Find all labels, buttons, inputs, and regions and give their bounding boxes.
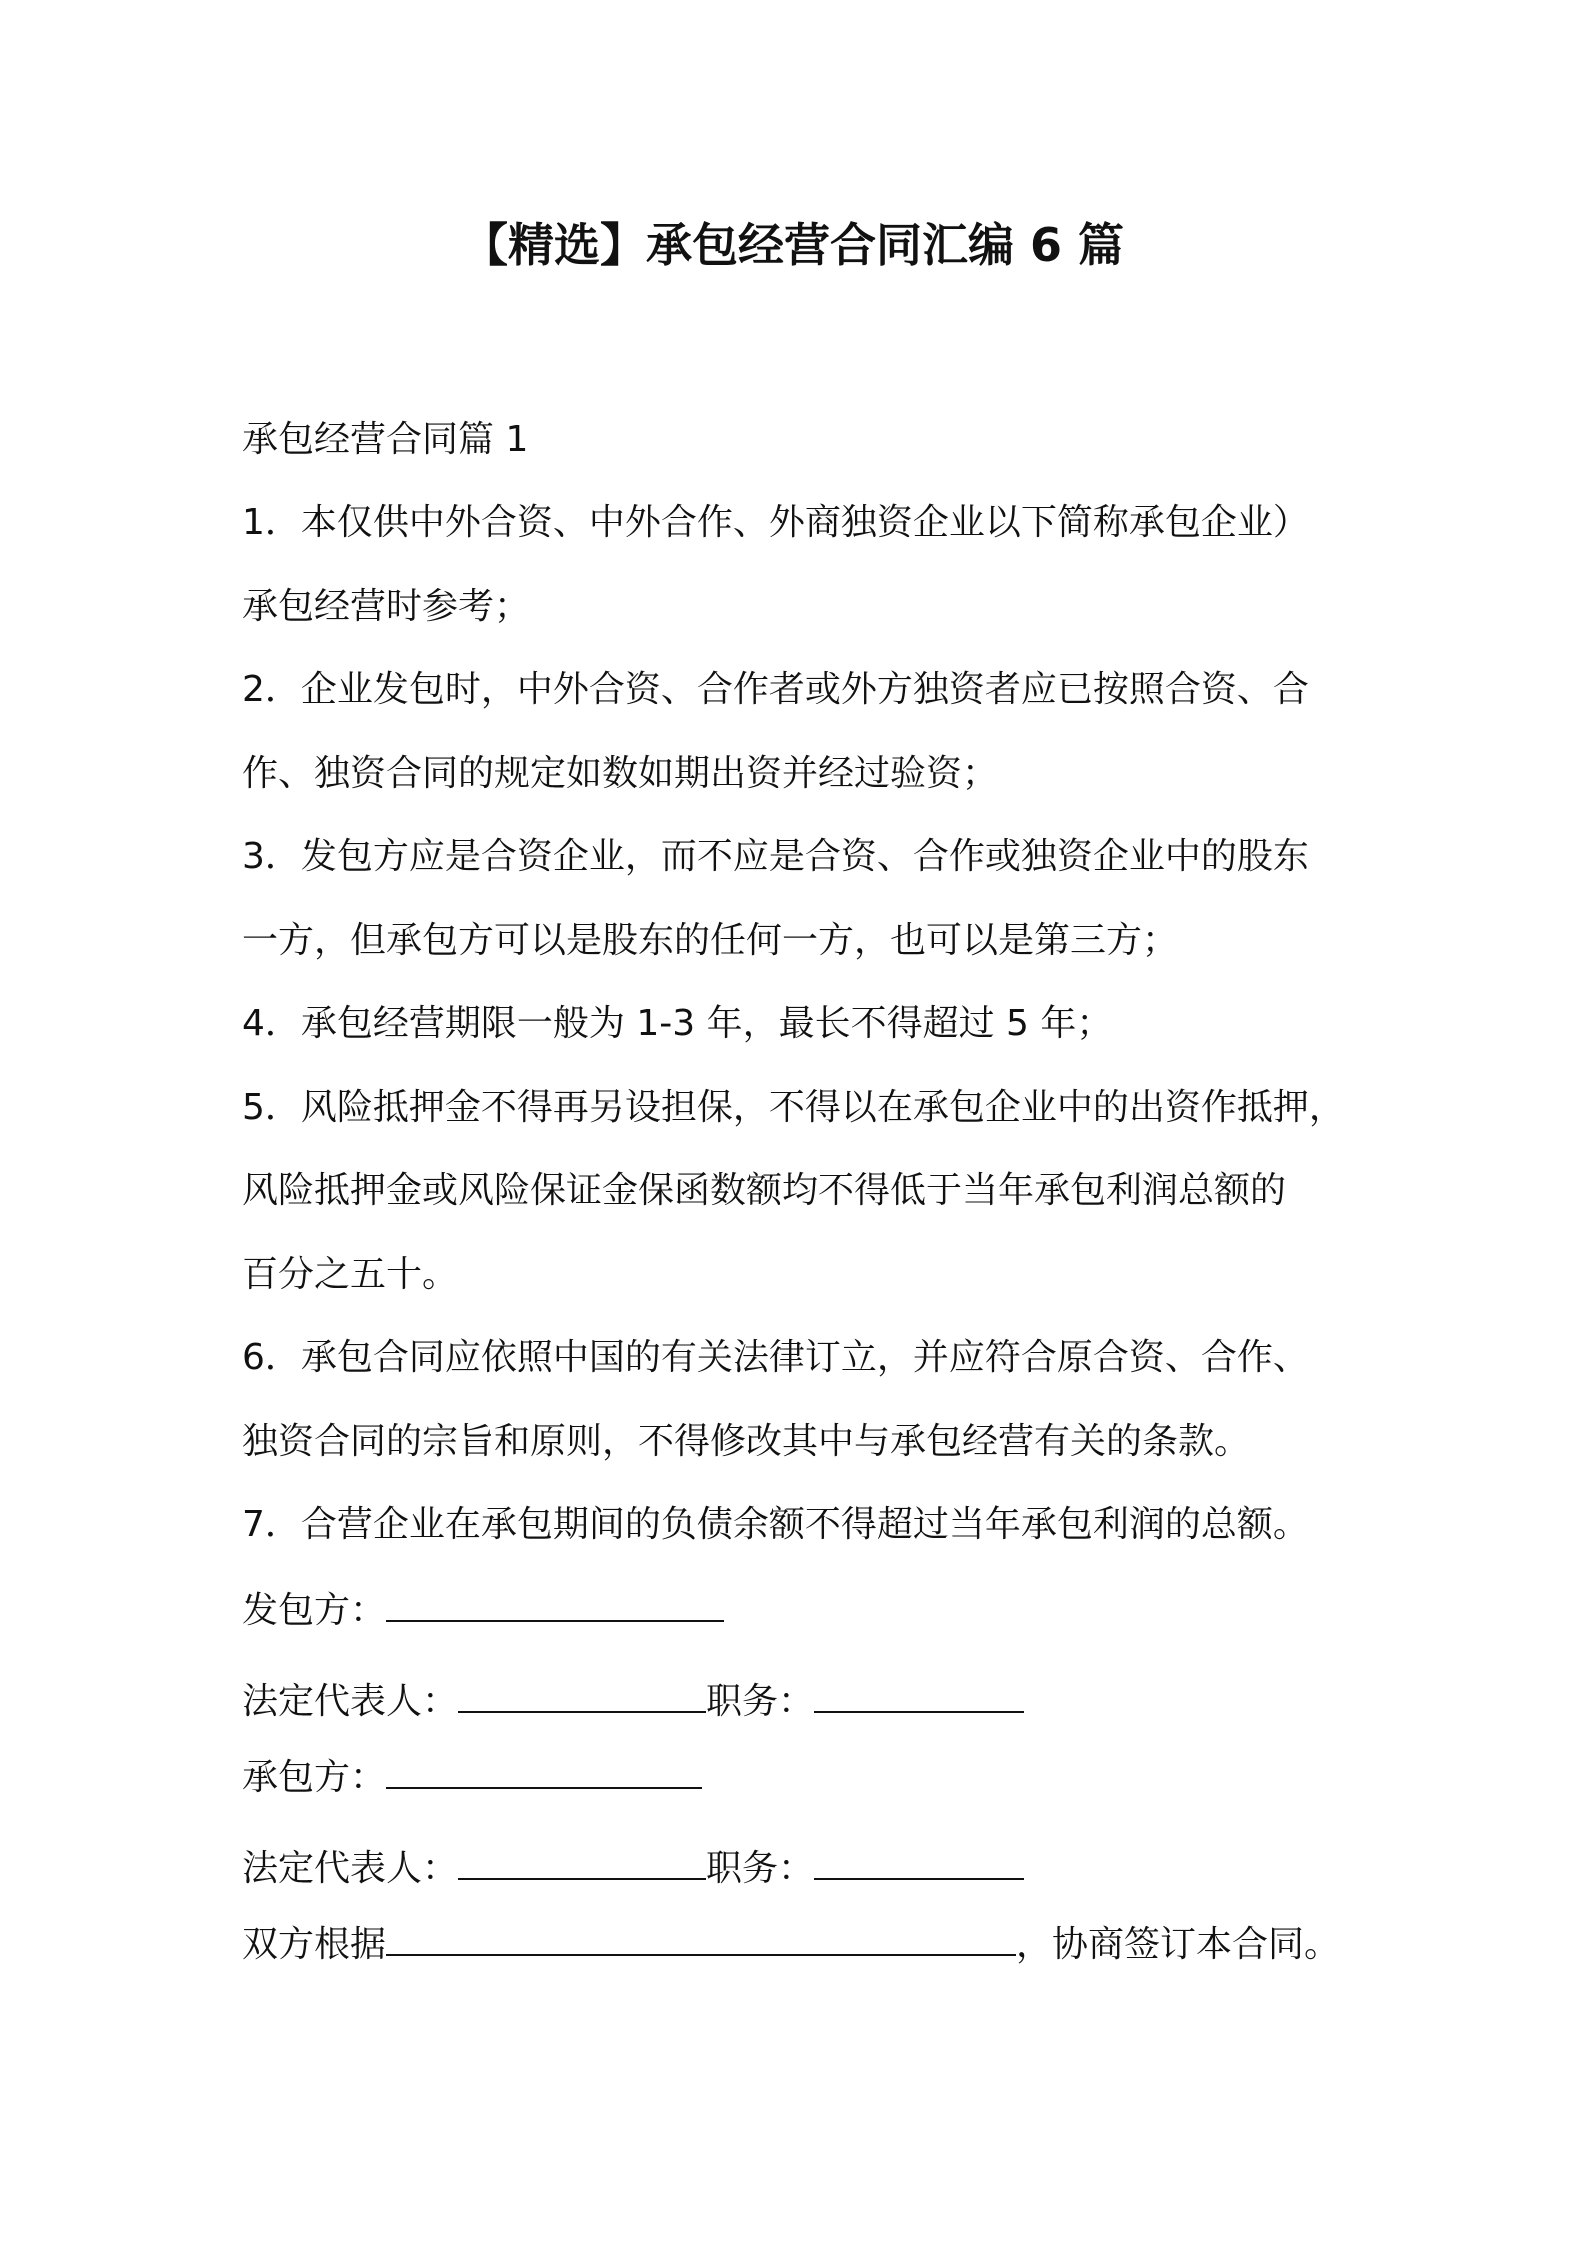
legal-rep-field-1: [242, 1675, 1024, 1727]
basis-field: [242, 1918, 1340, 1970]
paragraph-line: 4．承包经营期限一般为 1-3 年，最长不得超过 5 年；: [242, 1003, 1113, 1044]
paragraph-line: 独资合同的宗旨和原则，不得修改其中与承包经营有关的条款。: [242, 1421, 1251, 1462]
position-label: 职务：: [706, 1681, 815, 1722]
legal-rep-label: 法定代表人：: [242, 1848, 459, 1889]
legal-rep-label: 法定代表人：: [242, 1681, 459, 1722]
paragraph-line: 6．承包合同应依照中国的有关法律订立，并应符合原合资、合作、: [242, 1337, 1309, 1378]
basis-prefix: 双方根据: [242, 1924, 387, 1965]
paragraph-line: 3．发包方应是合资企业，而不应是合资、合作或独资企业中的股东: [242, 836, 1309, 877]
paragraph-line: 百分之五十。: [242, 1254, 459, 1295]
legal-rep-field-2: [242, 1842, 1024, 1894]
basis-suffix: ，协商签订本合同。: [1016, 1924, 1341, 1965]
paragraph-line: 1．本仅供中外合资、中外合作、外商独资企业以下简称承包企业）: [242, 502, 1309, 543]
paragraph-line: 2．企业发包时，中外合资、合作者或外方独资者应已按照合资、合: [242, 669, 1309, 710]
paragraph-line: 一方，但承包方可以是股东的任何一方，也可以是第三方；: [242, 920, 1179, 961]
paragraph-line: 风险抵押金或风险保证金保函数额均不得低于当年承包利润总额的: [242, 1170, 1287, 1211]
issuer-label: 发包方：: [242, 1590, 387, 1631]
paragraph-line: 作、独资合同的规定如数如期出资并经过验资；: [242, 753, 999, 794]
issuer-field: [242, 1584, 724, 1636]
paragraph-line: 7．合营企业在承包期间的负债余额不得超过当年承包利润的总额。: [242, 1504, 1309, 1545]
section-heading: 承包经营合同篇 1: [242, 419, 529, 460]
contractor-blank: [386, 1751, 702, 1789]
document-body: [242, 0, 1372, 2244]
contractor-label: 承包方：: [242, 1757, 387, 1798]
paragraph-line: 承包经营时参考；: [242, 586, 531, 627]
position-blank: [814, 1842, 1024, 1880]
position-label: 职务：: [706, 1848, 815, 1889]
legal-rep-blank: [458, 1675, 706, 1713]
basis-blank: [386, 1918, 1016, 1956]
position-blank: [814, 1675, 1024, 1713]
legal-rep-blank: [458, 1842, 706, 1880]
contractor-field: [242, 1751, 702, 1803]
document-title: 【精选】承包经营合同汇编 6 篇: [461, 218, 1125, 272]
issuer-blank: [386, 1584, 724, 1622]
paragraph-line: 5．风险抵押金不得再另设担保，不得以在承包企业中的出资作抵押，: [242, 1087, 1345, 1128]
